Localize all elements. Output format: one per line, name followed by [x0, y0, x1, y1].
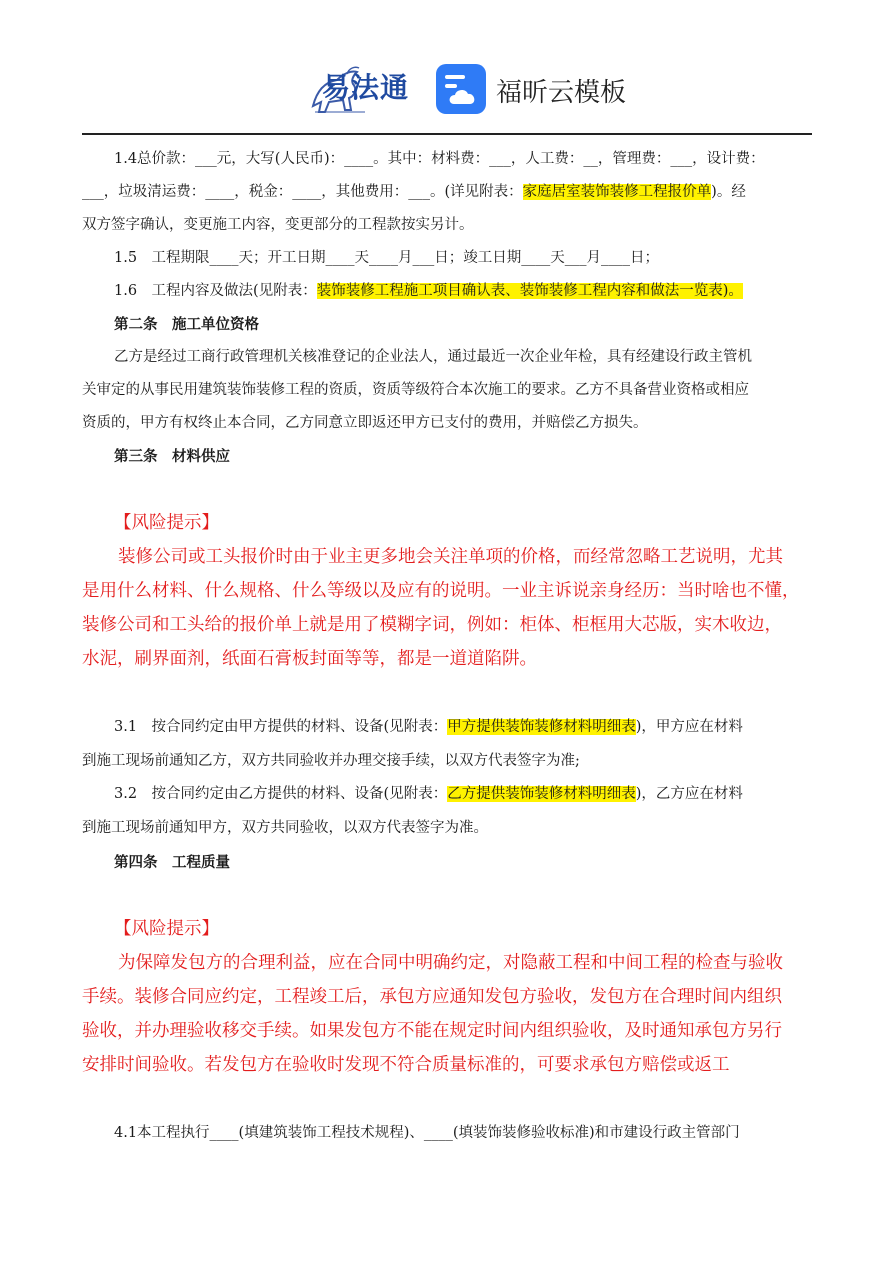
risk-notice-1-line-2: 是用什么材料、什么规格、什么等级以及应有的说明。一业主诉说亲身经历：当时啥也不懂，: [82, 581, 800, 601]
clause-1-4-line-1: 1.4总价款：___元，大写(人民币)：____。其中：材料费：___，人工费：__，管理费：___，设计费：: [114, 151, 765, 167]
clause-1-6: 1.6 工程内容及做法(见附表：装饰装修工程施工项目确认表、装饰装修工程内容和做法一览表)。: [114, 283, 743, 299]
appendix-link-work-items: 装饰装修工程施工项目确认表、装饰装修工程内容和做法一览表)。: [316, 283, 743, 299]
appendix-link-party-a-materials: 甲方提供装饰装修材料明细表: [447, 719, 636, 735]
fuxin-template-logo-text: 福昕云模板: [496, 78, 627, 108]
article-3-heading: 第三条 材料供应: [114, 448, 230, 465]
risk-notice-2-line-3: 验收，并办理验收移交手续。如果发包方不能在规定时间内组织验收，及时通知承包方另行: [82, 1021, 782, 1041]
clause-3-1-line-2: 到施工现场前通知乙方，双方共同验收并办理交接手续，以双方代表签字为准;: [82, 753, 580, 769]
risk-notice-2-line-1: 为保障发包方的合理利益，应在合同中明确约定，对隐蔽工程和中间工程的检查与验收: [118, 953, 783, 973]
appendix-link-party-b-materials: 乙方提供装饰装修材料明细表: [447, 786, 636, 802]
article-2-line-1: 乙方是经过工商行政管理机关核准登记的企业法人，通过最近一次企业年检，具有经建设行政主管机: [114, 349, 752, 365]
yifatong-logo-text: 易法通: [322, 71, 410, 104]
header-divider: [82, 133, 812, 135]
clause-4-1: 4.1本工程执行____(填建筑装饰工程技术规程)、____(填装饰装修验收标准)和市建设行政主管部门: [114, 1125, 740, 1141]
article-2-line-2: 关审定的从事民用建筑装饰装修工程的资质，资质等级符合本次施工的要求。乙方不具备营业资格或相应: [82, 382, 749, 398]
risk-notice-2-line-4: 安排时间验收。若发包方在验收时发现不符合质量标准的，可要求承包方赔偿或返工: [82, 1055, 730, 1075]
risk-notice-1-title: 【风险提示】: [114, 513, 219, 533]
clause-1-4-line-2: ___，垃圾清运费：____，税金：____，其他费用：___。(详见附表：家庭居室装饰装修工程报价单)。经: [82, 184, 746, 200]
risk-notice-1-line-4: 水泥，刷界面剂，纸面石膏板封面等等，都是一道道陷阱。: [82, 649, 537, 669]
clause-1-5: 1.5 工程期限____天；开工日期____天____月___日；竣工日期____天___月____日；: [114, 250, 660, 266]
appendix-link-quote-sheet: 家庭居室装饰装修工程报价单: [522, 184, 712, 200]
risk-notice-1-line-1: 装修公司或工头报价时由于业主更多地会关注单项的价格，而经常忽略工艺说明，尤其: [118, 547, 783, 567]
risk-notice-1-line-3: 装修公司和工头给的报价单上就是用了模糊字词，例如：柜体、柜框用大芯版，实木收边，: [82, 615, 782, 635]
clause-3-1-line-1: 3.1 按合同约定由甲方提供的材料、设备(见附表：甲方提供装饰装修材料明细表)，甲方应在材料: [114, 719, 743, 735]
fuxin-cloud-logo-icon: [436, 64, 486, 114]
article-4-heading: 第四条 工程质量: [114, 854, 230, 871]
risk-notice-2-line-2: 手续。装修合同应约定，工程竣工后，承包方应通知发包方验收，发包方在合理时间内组织: [82, 987, 782, 1007]
page-header: [0, 52, 893, 122]
risk-notice-2-title: 【风险提示】: [114, 919, 219, 939]
clause-3-2-line-2: 到施工现场前通知甲方，双方共同验收，以双方代表签字为准。: [82, 820, 488, 836]
article-2-line-3: 资质的，甲方有权终止本合同，乙方同意立即返还甲方已支付的费用，并赔偿乙方损失。: [82, 415, 648, 431]
clause-3-2-line-1: 3.2 按合同约定由乙方提供的材料、设备(见附表：乙方提供装饰装修材料明细表)，乙方应在材料: [114, 786, 743, 802]
clause-1-4-line-3: 双方签字确认，变更施工内容，变更部分的工程款按实另计。: [82, 217, 474, 233]
article-2-heading: 第二条 施工单位资格: [114, 316, 259, 333]
